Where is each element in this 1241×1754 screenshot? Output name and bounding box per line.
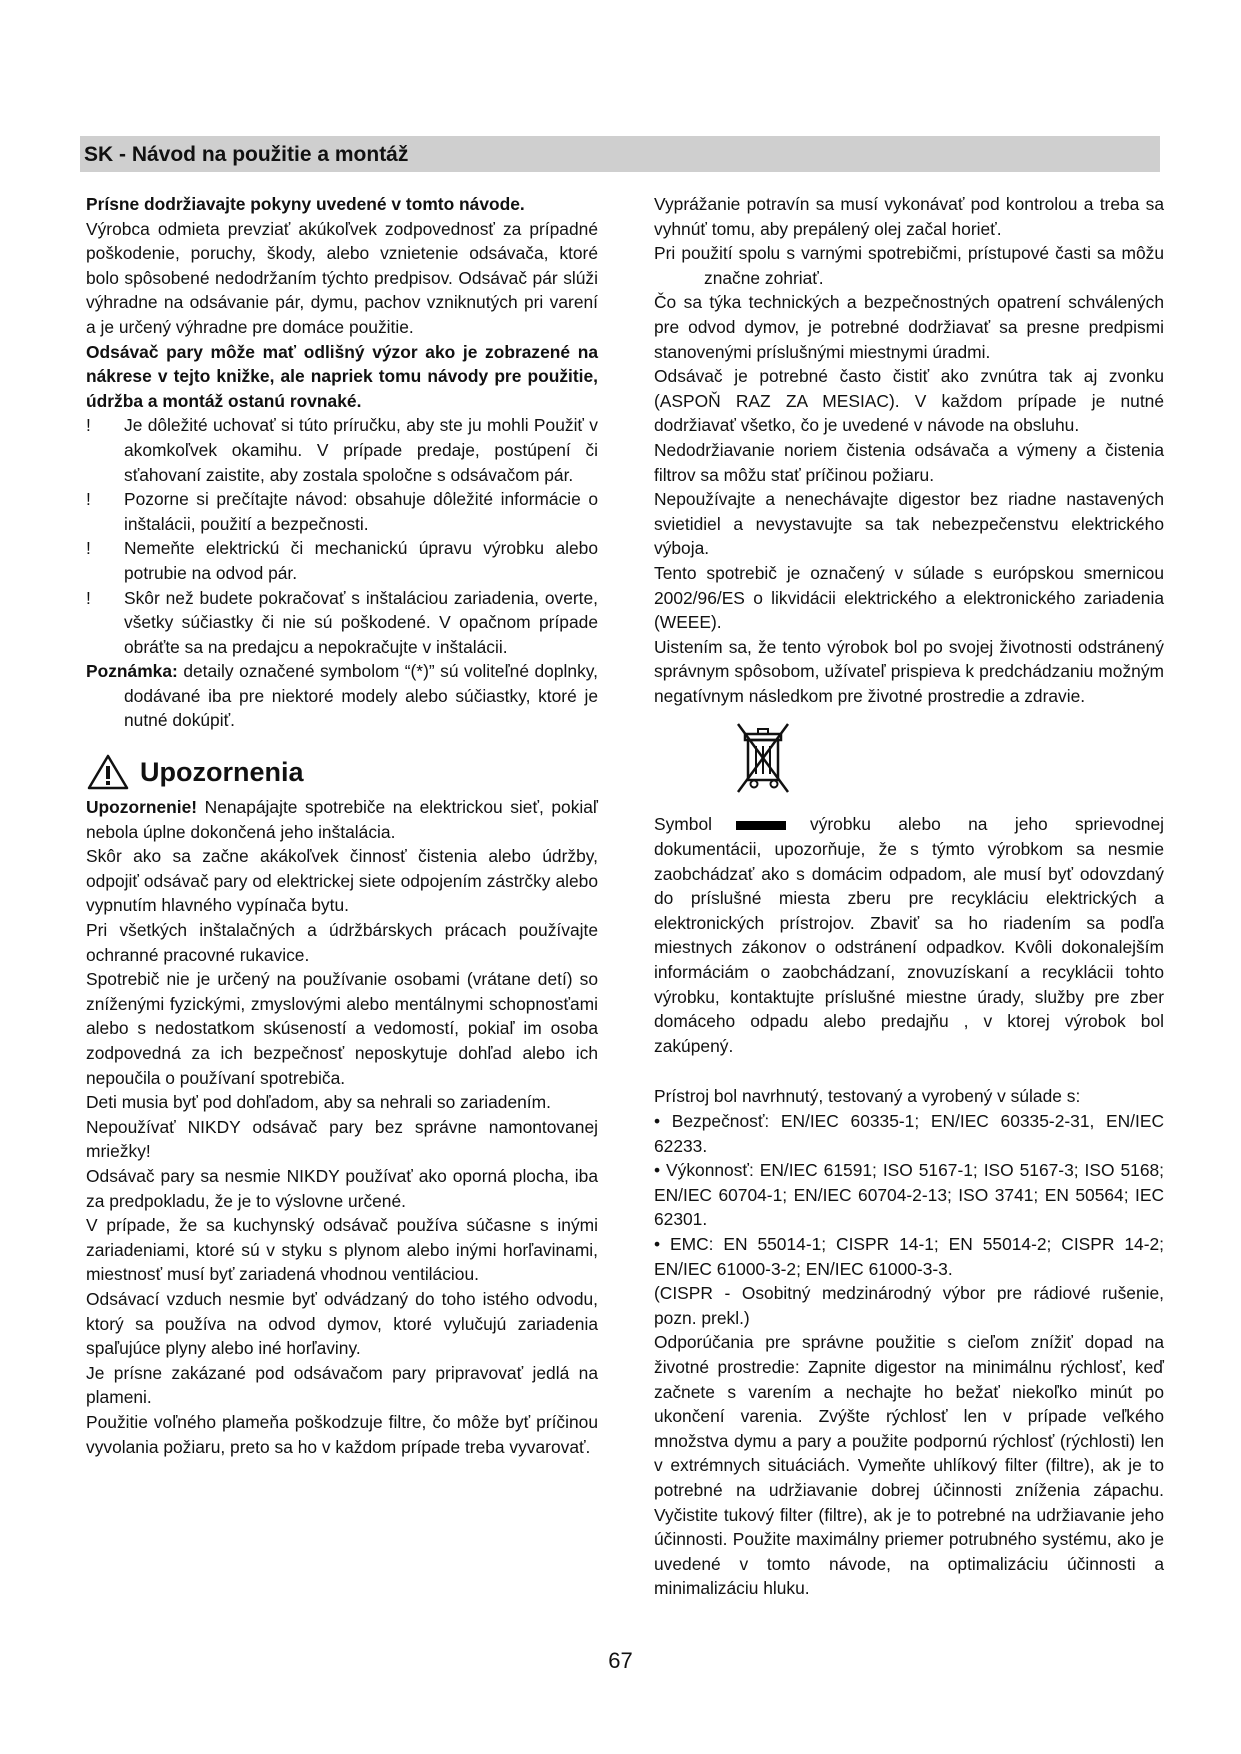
list-item: ! Je dôležité uchovať si túto príručku, aby ste ju mohli Použiť v akomkoľvek okamihu. V prípade predaje, postúpení či sťahovaní zaistite, aby zostala spoločne s odsávačom pár. — [86, 413, 598, 487]
cispr-note: (CISPR - Osobitný medzinárodný výbor pre rádiové rušenie, pozn. prekl.) — [654, 1283, 1164, 1328]
standards-intro: Prístroj bol navrhnutý, testovaný a vyrobený v súlade s: — [654, 1086, 1081, 1107]
list-item: ! Skôr než budete pokračovať s inštaláciou zariadenia, overte, všetky súčiastky či nie sú poškodené. V opačnom prípade obráťte sa na predajcu a nepokračujte v inštalácii. — [86, 586, 598, 660]
paragraph: Tento spotrebič je označený v súlade s európskou smernicou 2002/96/ES o likvidácii elektrického a elektronického zariadenia (WEEE). — [654, 562, 1164, 633]
intro-bold: Prísne dodržiavajte pokyny uvedené v tomto návode. — [86, 194, 525, 214]
warnings-heading — [86, 753, 598, 791]
section-title: SK - Návod na použitie a montáž — [84, 143, 409, 166]
crossed-bin-icon — [734, 720, 792, 798]
paragraph: Nedodržiavanie noriem čistenia odsávača a výmeny a čistenia filtrov sa môžu stať príčinou požiaru. — [654, 439, 1164, 485]
standard-item: • Bezpečnosť: EN/IEC 60335-1; EN/IEC 60335-2-31, EN/IEC 62233. — [654, 1111, 1164, 1156]
paragraph: Skôr ako sa začne akákoľvek činnosť čistenia alebo údržby, odpojiť odsávač pary od elektrickej siete odpojením zástrčky alebo vypnutím hlavného vypínača bytu. — [86, 846, 598, 916]
list-item: ! Nemeňte elektrickú či mechanickú úpravu výrobku alebo potrubie na odvod pár. — [86, 536, 598, 585]
paragraph: Je prísne zakázané pod odsávačom pary pripravovať jedlá na plameni. — [86, 1362, 598, 1408]
exclamation-icon: ! — [86, 415, 91, 436]
paragraph: V prípade, že sa kuchynský odsávač používa súčasne s inými zariadeniami, ktoré sú v styku s plynom alebo inými horľavinami, miestnosť musí byť zariadená vhodnou ventiláciou. — [86, 1215, 598, 1285]
eco-paragraph: Odporúčania pre správne použitie s cieľom znížiť dopad na životné prostredie: Zapnite digestor na minimálnu rýchlosť, keď začnete s varením a nechajte ho bežať niekoľko minút po ukončení varenia. Zvýšte rýchlosť len v prípade veľkého množstva dymu a pary a použite podpornú rýchlosť (rýchlosti) len v extrémnych situáciách. Vymeňte uhlíkový filter (filtre), ak je to potrebné na udržiavanie dobrej účinnosti zníženia zápachu. Vyčistite tukový filter (filtre), ak je to potrebné na udržiavanie jeho účinnosti. Použite maximálny priemer potrubného systému, ako je uvedené v tomto návode, na optimalizáciu účinnosti a minimalizáciu hluku. — [654, 1332, 1164, 1599]
paragraph: Odsávací vzduch nesmie byť odvádzaný do toho istého odvodu, ktorý sa používa na odvod dymov, ktoré vylučujú zariadenia spaľujúce plyny alebo iné horľaviny. — [86, 1288, 598, 1359]
paragraph: Nepoužívať NIKDY odsávač pary bez správne namontovanej mriežky! — [86, 1116, 598, 1162]
right-column — [654, 192, 1164, 1601]
warnings-title: Upozornenia — [140, 756, 304, 787]
paragraph: Vyprážanie potravín sa musí vykonávať pod kontrolou a treba sa vyhnúť tomu, aby prepálený olej začal horieť. — [654, 194, 1164, 239]
paragraph: Použitie voľného plameňa poškodzuje filtre, čo môže byť príčinou vyvolania požiaru, preto sa ho v každom prípade treba vyvarovať. — [86, 1411, 598, 1457]
section-header — [80, 136, 1160, 172]
paragraph: Deti musia byť pod dohľadom, aby sa nehrali so zariadením. — [86, 1092, 551, 1113]
note-label: Poznámka: — [86, 661, 178, 682]
paragraph: Odsávač pary sa nesmie NIKDY používať ako oporná plocha, iba za predpokladu, že je to výslovne určené. — [86, 1165, 598, 1211]
paragraph: Spotrebič nie je určený na používanie osobami (vrátane detí) so zníženými fyzickými, zmyslovými alebo mentálnymi schopnosťami alebo s nedostatkom skúseností a vedomostí, pokiaľ im osoba zodpovedná za ich bezpečnosť neposkytuje dohľad alebo ich nepoučila o používaní spotrebiča. — [86, 969, 598, 1088]
warning-label: Upozornenie! — [86, 797, 198, 818]
exclamation-icon: ! — [86, 587, 91, 608]
paragraph: Čo sa týka technických a bezpečnostných opatrení schválených pre odvod dymov, je potrebné dodržiavať sa presne predpismi stanovenými príslušnými miestnymi úradmi. — [654, 292, 1164, 362]
standard-item: • Výkonnosť: EN/IEC 61591; ISO 5167-1; ISO 5167-3; ISO 5168; EN/IEC 60704-1; EN/IEC 60704-2-13; ISO 3741; EN 50564; IEC 62301. — [654, 1160, 1164, 1230]
symbol-paragraph: Symbol výrobku alebo na jeho sprievodnej dokumentácii, upozorňuje, že s týmto výrobkom sa nesmie zaobchádzať ako s domácim odpadom, ale musí byť odovzdaný do príslušné miesta zberu pre recykláciu elektrických a elektronických prístrojov. Zbaviť sa ho riadením sa podľa miestnych zákonov o odstránení odpadkov. Kvôli dokonalejším informáciám o zaobchádzaní, znovuzískaní a recyklácii tohto výrobku, kontaktujte príslušné miestne úrady, služby pre zber domáceho odpadu alebo predajňu , v ktorej výrobok bol zakúpený. — [654, 814, 1164, 1056]
paragraph: Nepoužívajte a nenechávajte digestor bez riadne nastavených svietidiel a nevystavujte sa tak nebezpečenstvu elektrického výboja. — [654, 489, 1164, 559]
note — [86, 659, 598, 733]
intro-text: Výrobca odmieta prevziať akúkoľvek zodpovednosť za prípadné poškodenie, poruchy, škody, alebo vznietenie odsávača, ktoré bolo spôsobené nedodržaním týchto predpisov. Odsávač pár slúži výhradne na odsávanie pár, dymu, pachov vzniknutých pri varení a je určený výhradne pre domáce použitie. — [86, 218, 598, 337]
symbol-word: Symbol — [654, 814, 712, 835]
weee-symbol — [654, 720, 1164, 812]
page-number: 67 — [608, 1648, 633, 1673]
warning-first: Upozornenie! Nenapájajte spotrebiče na elektrickou sieť, pokiaľ nebola úplne dokončená jeho inštalácia. — [86, 797, 598, 842]
paragraph: Pri všetkých inštalačných a údržbárskych prácach používajte ochranné pracovné rukavice. — [86, 920, 598, 965]
exclamation-icon: ! — [86, 538, 91, 559]
paragraph: Odsávač je potrebné často čistiť ako zvnútra tak aj zvonku (ASPOŇ RAZ ZA MESIAC). V každom prípade je nutné dodržiavať všetko, čo je uvedené v návode na obsluhu. — [654, 366, 1164, 436]
standard-item: • EMC: EN 55014-1; CISPR 14-1; EN 55014-2; CISPR 14-2; EN/IEC 61000-3-2; EN/IEC 61000-3-3. — [654, 1233, 1164, 1279]
note-text: detaily označené symbolom “(*)” sú voliteľné doplnky, dodávané iba pre niektoré modely alebo súčiastky, ktoré je nutné dokúpiť. — [124, 661, 598, 731]
paragraph: Pri použití spolu s varnými spotrebičmi, prístupové časti sa môžu značne zohriať. — [654, 243, 1164, 288]
warning-triangle-icon — [86, 753, 130, 791]
intro-bold-2: Odsávač pary môže mať odlišný výzor ako je zobrazené na nákrese v tejto knižke, ale napriek tomu návody pre použitie, údržba a montáž ostanú rovnaké. — [86, 341, 598, 411]
left-column — [86, 192, 598, 1459]
list-item: ! Pozorne si prečítajte návod: obsahuje dôležité informácie o inštalácii, použití a bezpečnosti. — [86, 487, 598, 536]
black-bar-icon — [736, 821, 786, 830]
paragraph: Uistením sa, že tento výrobok bol po svojej životnosti odstránený správnym spôsobom, užívateľ prispieva k predchádzaniu možným negatívnym následkom pre životné prostredie a zdravie. — [654, 636, 1164, 706]
exclamation-icon: ! — [86, 489, 91, 510]
